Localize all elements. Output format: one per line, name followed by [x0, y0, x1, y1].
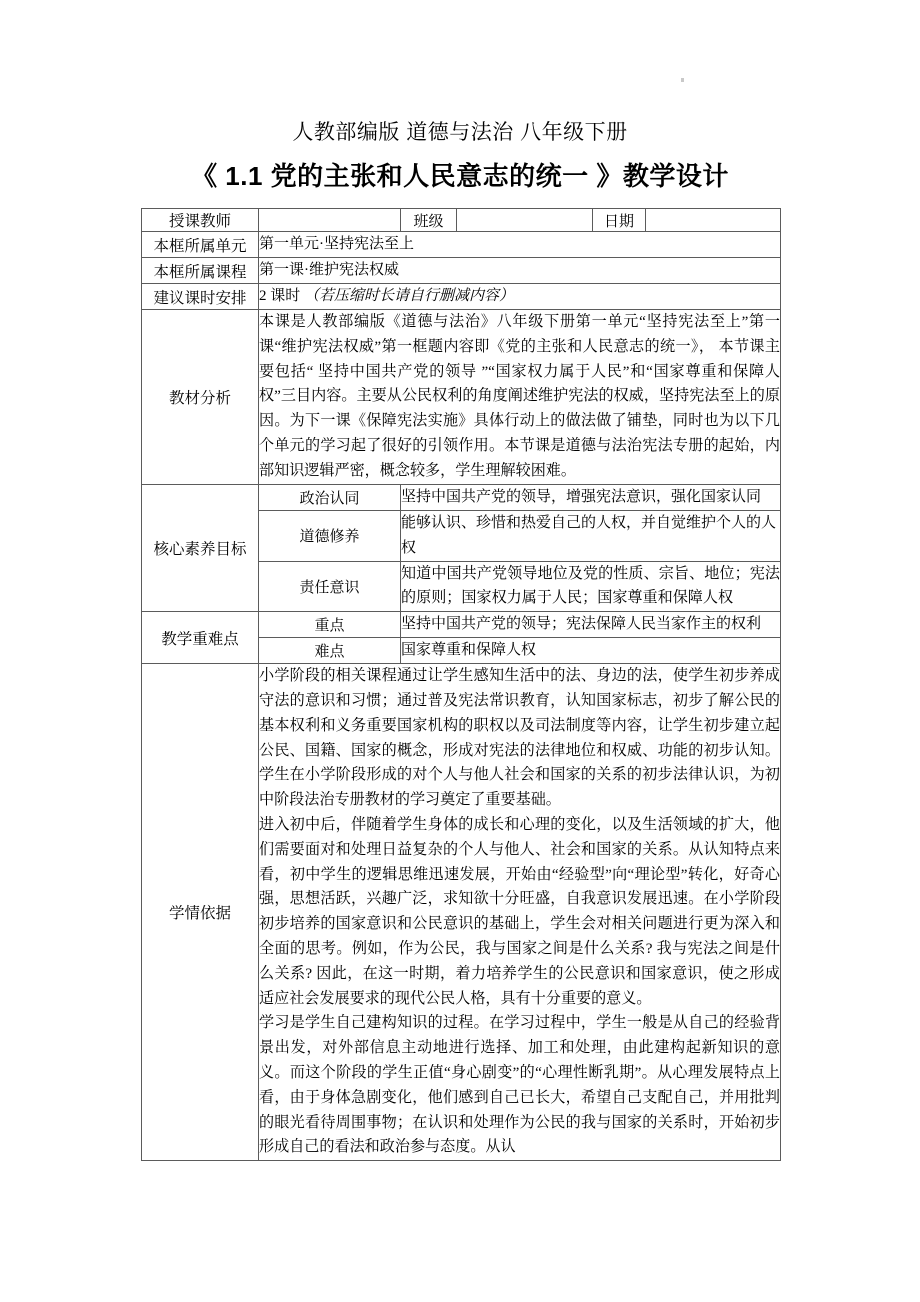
value-teacher[interactable] [259, 209, 401, 232]
table-row-teacher-class-date [142, 209, 781, 232]
table-row-core-literacy-1 [142, 484, 781, 510]
page-artifact-speck [681, 78, 684, 82]
label-course: 本框所属课程 [142, 258, 259, 284]
document-subtitle: 人教部编版 道德与法治 八年级下册 [292, 121, 628, 144]
table-row-course [142, 258, 781, 284]
sublabel-political-identity: 政治认同 [259, 484, 401, 510]
label-unit: 本框所属单元 [142, 232, 259, 258]
table-row-student-basis [142, 664, 781, 1161]
value-political-identity: 坚持中国共产党的领导，增强宪法意识，强化国家认同 [401, 484, 781, 510]
label-class: 班级 [401, 209, 457, 232]
label-core-literacy: 核心素养目标 [142, 484, 259, 612]
value-moral-cultivation: 能够认识、珍惜和热爱自己的人权，并自觉维护个人的人权 [401, 510, 781, 561]
student-basis-paragraph-1: 小学阶段的相关课程通过让学生感知生活中的法、身边的法，使学生初步养成守法的意识和习惯；通过普及宪法常识教育，认知国家标志，初步了解公民的基本权利和义务重要国家机构的职权以及司法制度等内容，让学生初步建立起公民、国籍、国家的概念，形成对宪法的法律地位和权威、功能的初步认知。学生在小学阶段形成的对个人与他人社会和国家的关系的初步法律认识，为初中阶段法治专册教材的学习奠定了重要基础。 [259, 668, 780, 809]
sublabel-difficult-point: 难点 [259, 638, 401, 664]
sublabel-key-point: 重点 [259, 612, 401, 638]
page-title: 《 1.1 党的主张和人民意志的统一 》教学设计 [191, 161, 729, 191]
sublabel-responsibility: 责任意识 [259, 561, 401, 612]
label-student-basis: 学情依据 [142, 664, 259, 1161]
periods-count: 2 课时 [259, 288, 301, 304]
value-periods [259, 284, 781, 310]
table-row-key-point [142, 612, 781, 638]
label-teacher: 授课教师 [142, 209, 259, 232]
value-student-basis [259, 664, 781, 1161]
label-textbook-analysis: 教材分析 [142, 310, 259, 485]
textbook-analysis-paragraph: 本课是人教部编版《道德与法治》八年级下册第一单元“坚持宪法至上”第一课“维护宪法权威”第一框题内容即《党的主张和人民意志的统一》， 本节课主要包括“ 坚持中国共产党的领导 ”“国家权力属于人民”和“国家尊重和保障人权”三目内容。主要从公民权利的角度阐述维护宪法的权威，坚持宪法至上的原因。为下一课《保障宪法实施》具体行动上的做法做了铺垫，同时也为以下几个单元的学习起了很好的引领作用。本节课是道德与法治宪法专册的起始，内部知识逻辑严密，概念较多，学生理解较困难。 [259, 314, 780, 479]
value-difficult-point: 国家尊重和保障人权 [401, 638, 781, 664]
periods-note: （若压缩时长请自行删减内容） [304, 288, 515, 304]
value-responsibility [401, 561, 781, 612]
value-unit: 第一单元·坚持宪法至上 [259, 232, 781, 258]
lesson-plan-table [141, 208, 781, 1161]
table-row-periods [142, 284, 781, 310]
value-date[interactable] [646, 209, 781, 232]
student-basis-paragraph-3: 学习是学生自己建构知识的过程。在学习过程中，学生一般是从自己的经验背景出发，对外部信息主动地进行选择、加工和处理，由此建构起新知识的意义。而这个阶段的学生正值“身心剧变”的“心理性断乳期”。从心理发展特点上看，由于身体急剧变化，他们感到自己已长大，希望自己支配自己，并用批判的眼光看待周围事物；在认识和处理作为公民的我与国家的关系时，开始初步形成自己的看法和政治参与态度。从认 [259, 1015, 780, 1156]
label-key-difficult-points: 教学重难点 [142, 612, 259, 664]
responsibility-paragraph: 知道中国共产党领导地位及党的性质、宗旨、地位；宪法的原则；国家权力属于人民；国家尊重和保障人权 [401, 565, 780, 607]
sublabel-moral-cultivation: 道德修养 [259, 510, 401, 561]
student-basis-paragraph-2: 进入初中后，伴随着学生身体的成长和心理的变化，以及生活领域的扩大，他们需要面对和处理日益复杂的个人与他人、社会和国家的关系。从认知特点来看，初中学生的逻辑思维迅速发展，开始由“经验型”向“理论型”转化，好奇心强，思想活跃，兴趣广泛，求知欲十分旺盛，自我意识发展迅速。在小学阶段初步培养的国家意识和公民意识的基础上，学生会对相关问题进行更为深入和全面的思考。例如，作为公民，我与国家之间是什么关系? 我与宪法之间是什么关系? 因此，在这一时期，着力培养学生的公民意识和国家意识，使之形成适应社会发展要求的现代公民人格，具有十分重要的意义。 [259, 816, 780, 1007]
label-date: 日期 [593, 209, 646, 232]
value-class[interactable] [457, 209, 593, 232]
value-key-point: 坚持中国共产党的领导；宪法保障人民当家作主的权利 [401, 612, 781, 638]
label-periods: 建议课时安排 [142, 284, 259, 310]
value-textbook-analysis [259, 310, 781, 485]
table-row-textbook-analysis [142, 310, 781, 485]
value-course: 第一课·维护宪法权威 [259, 258, 781, 284]
table-row-unit [142, 232, 781, 258]
